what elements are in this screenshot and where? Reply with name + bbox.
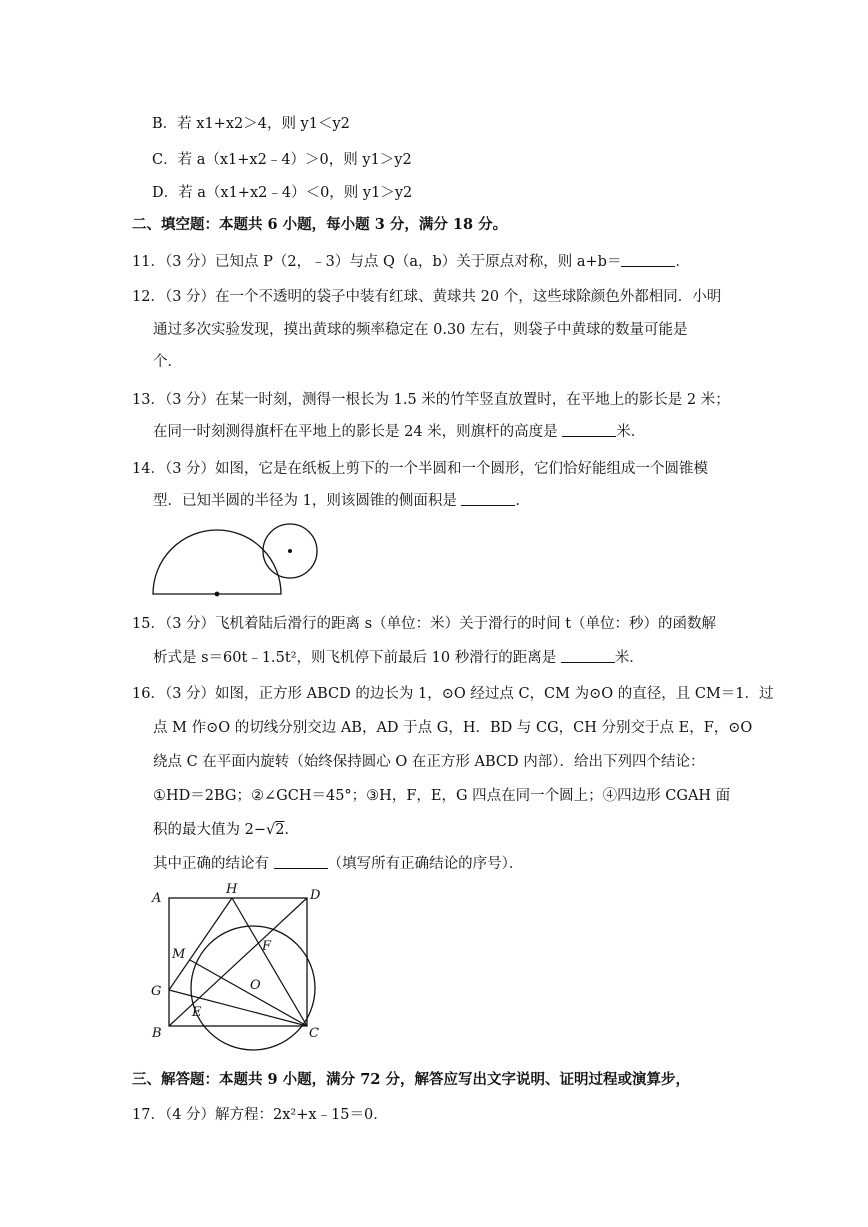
option-d-condition: a（x1+x2﹣4）＜0，则 y1＞y2 xyxy=(197,185,413,201)
label-e: E xyxy=(192,1005,202,1020)
question-12-line-2: 通过多次实验发现，摸出黄球的频率稳定在 0.30 左右，则袋子中黄球的数量可能是 xyxy=(153,322,688,338)
question-12-line-3: 个． xyxy=(153,354,182,370)
question-13-line-2: 在同一时刻测得旗杆在平地上的影长是 24 米，则旗杆的高度是 米． xyxy=(153,424,646,440)
segment-cg xyxy=(169,990,307,1026)
label-o: O xyxy=(250,978,261,993)
question-16-line-6: 其中正确的结论有 （填写所有正确结论的序号）． xyxy=(153,856,524,872)
label-a: A xyxy=(152,891,162,906)
label-m: M xyxy=(172,947,186,962)
option-c: C．若 a（x1+x2﹣4）＞0，则 y1＞y2 xyxy=(152,152,412,168)
option-b-condition: x1+x2＞4，则 y1＜y2 xyxy=(196,116,350,132)
question-17: 17．（4 分）解方程：2x²+x﹣15＝0． xyxy=(132,1107,388,1123)
option-c-condition: a（x1+x2﹣4）＞0，则 y1＞y2 xyxy=(196,152,412,168)
question-13-line-1: 13．（3 分）在某一时刻，测得一根长为 1.5 米的竹竿竖直放置时，在平地上的影长是 2 米； xyxy=(132,392,730,408)
option-d: D．若 a（x1+x2﹣4）＜0，则 y1＞y2 xyxy=(152,185,413,201)
option-b: B．若 x1+x2＞4，则 y1＜y2 xyxy=(152,116,350,132)
label-c: C xyxy=(309,1026,319,1041)
sqrt-radicand: 2 xyxy=(275,822,285,838)
question-16-line-4: ①HD＝2BG；②∠GCH＝45°；③H，F，E，G 四点在同一个圆上；④四边形 CGAH 面 xyxy=(153,788,731,804)
question-16-line-5: 积的最大值为 2−√2． xyxy=(153,822,299,838)
section-2-heading: 二、填空题：本题共 6 小题，每小题 3 分，满分 18 分。 xyxy=(132,216,508,233)
question-14-line-1: 14．（3 分）如图，它是在纸板上剪下的一个半圆和一个圆形，它们恰好能组成一个圆锥模 xyxy=(132,461,709,477)
question-16-line-2: 点 M 作⊙O 的切线分别交边 AB，AD 于点 G，H．BD 与 CG，CH 分别交于点 E，F，⊙O xyxy=(153,720,753,736)
question-16-line-1: 16．（3 分）如图，正方形 ABCD 的边长为 1，⊙O 经过点 C，CM 为⊙O 的直径，且 CM＝1．过 xyxy=(132,686,774,702)
section-3-heading: 三、解答题：本题共 9 小题，满分 72 分，解答应写出文字说明、证明过程或演算步， xyxy=(132,1071,690,1088)
label-h: H xyxy=(226,882,238,897)
label-f: F xyxy=(262,939,272,954)
question-11: 11．（3 分）已知点 P（2，﹣3）与点 Q（a，b）关于原点对称，则 a+b＝ ． xyxy=(132,254,690,270)
question-14-line-2: 型．已知半圆的半径为 1，则该圆锥的侧面积是 ． xyxy=(153,493,530,509)
question-12-line-1: 12．（3 分）在一个不透明的袋子中装有红球、黄球共 20 个，这些球除颜色外都相同．小明 xyxy=(132,289,722,305)
label-d: D xyxy=(310,888,321,903)
segment-ch xyxy=(232,898,307,1026)
label-b: B xyxy=(152,1026,162,1041)
question-15-line-1: 15．（3 分）飞机着陆后滑行的距离 s（单位：米）关于滑行的时间 t（单位：秒）的函数解 xyxy=(132,616,717,632)
diagonal-bd xyxy=(169,898,307,1026)
question-16-line-3: 绕点 C 在平面内旋转（始终保持圆心 O 在正方形 ABCD 内部）．给出下列四个结论： xyxy=(153,754,705,770)
segment-cm xyxy=(190,960,307,1026)
label-g: G xyxy=(151,984,162,999)
question-15-line-2: 析式是 s＝60t﹣1.5t²，则飞机停下前最后 10 秒滑行的距离是 米． xyxy=(153,650,644,666)
